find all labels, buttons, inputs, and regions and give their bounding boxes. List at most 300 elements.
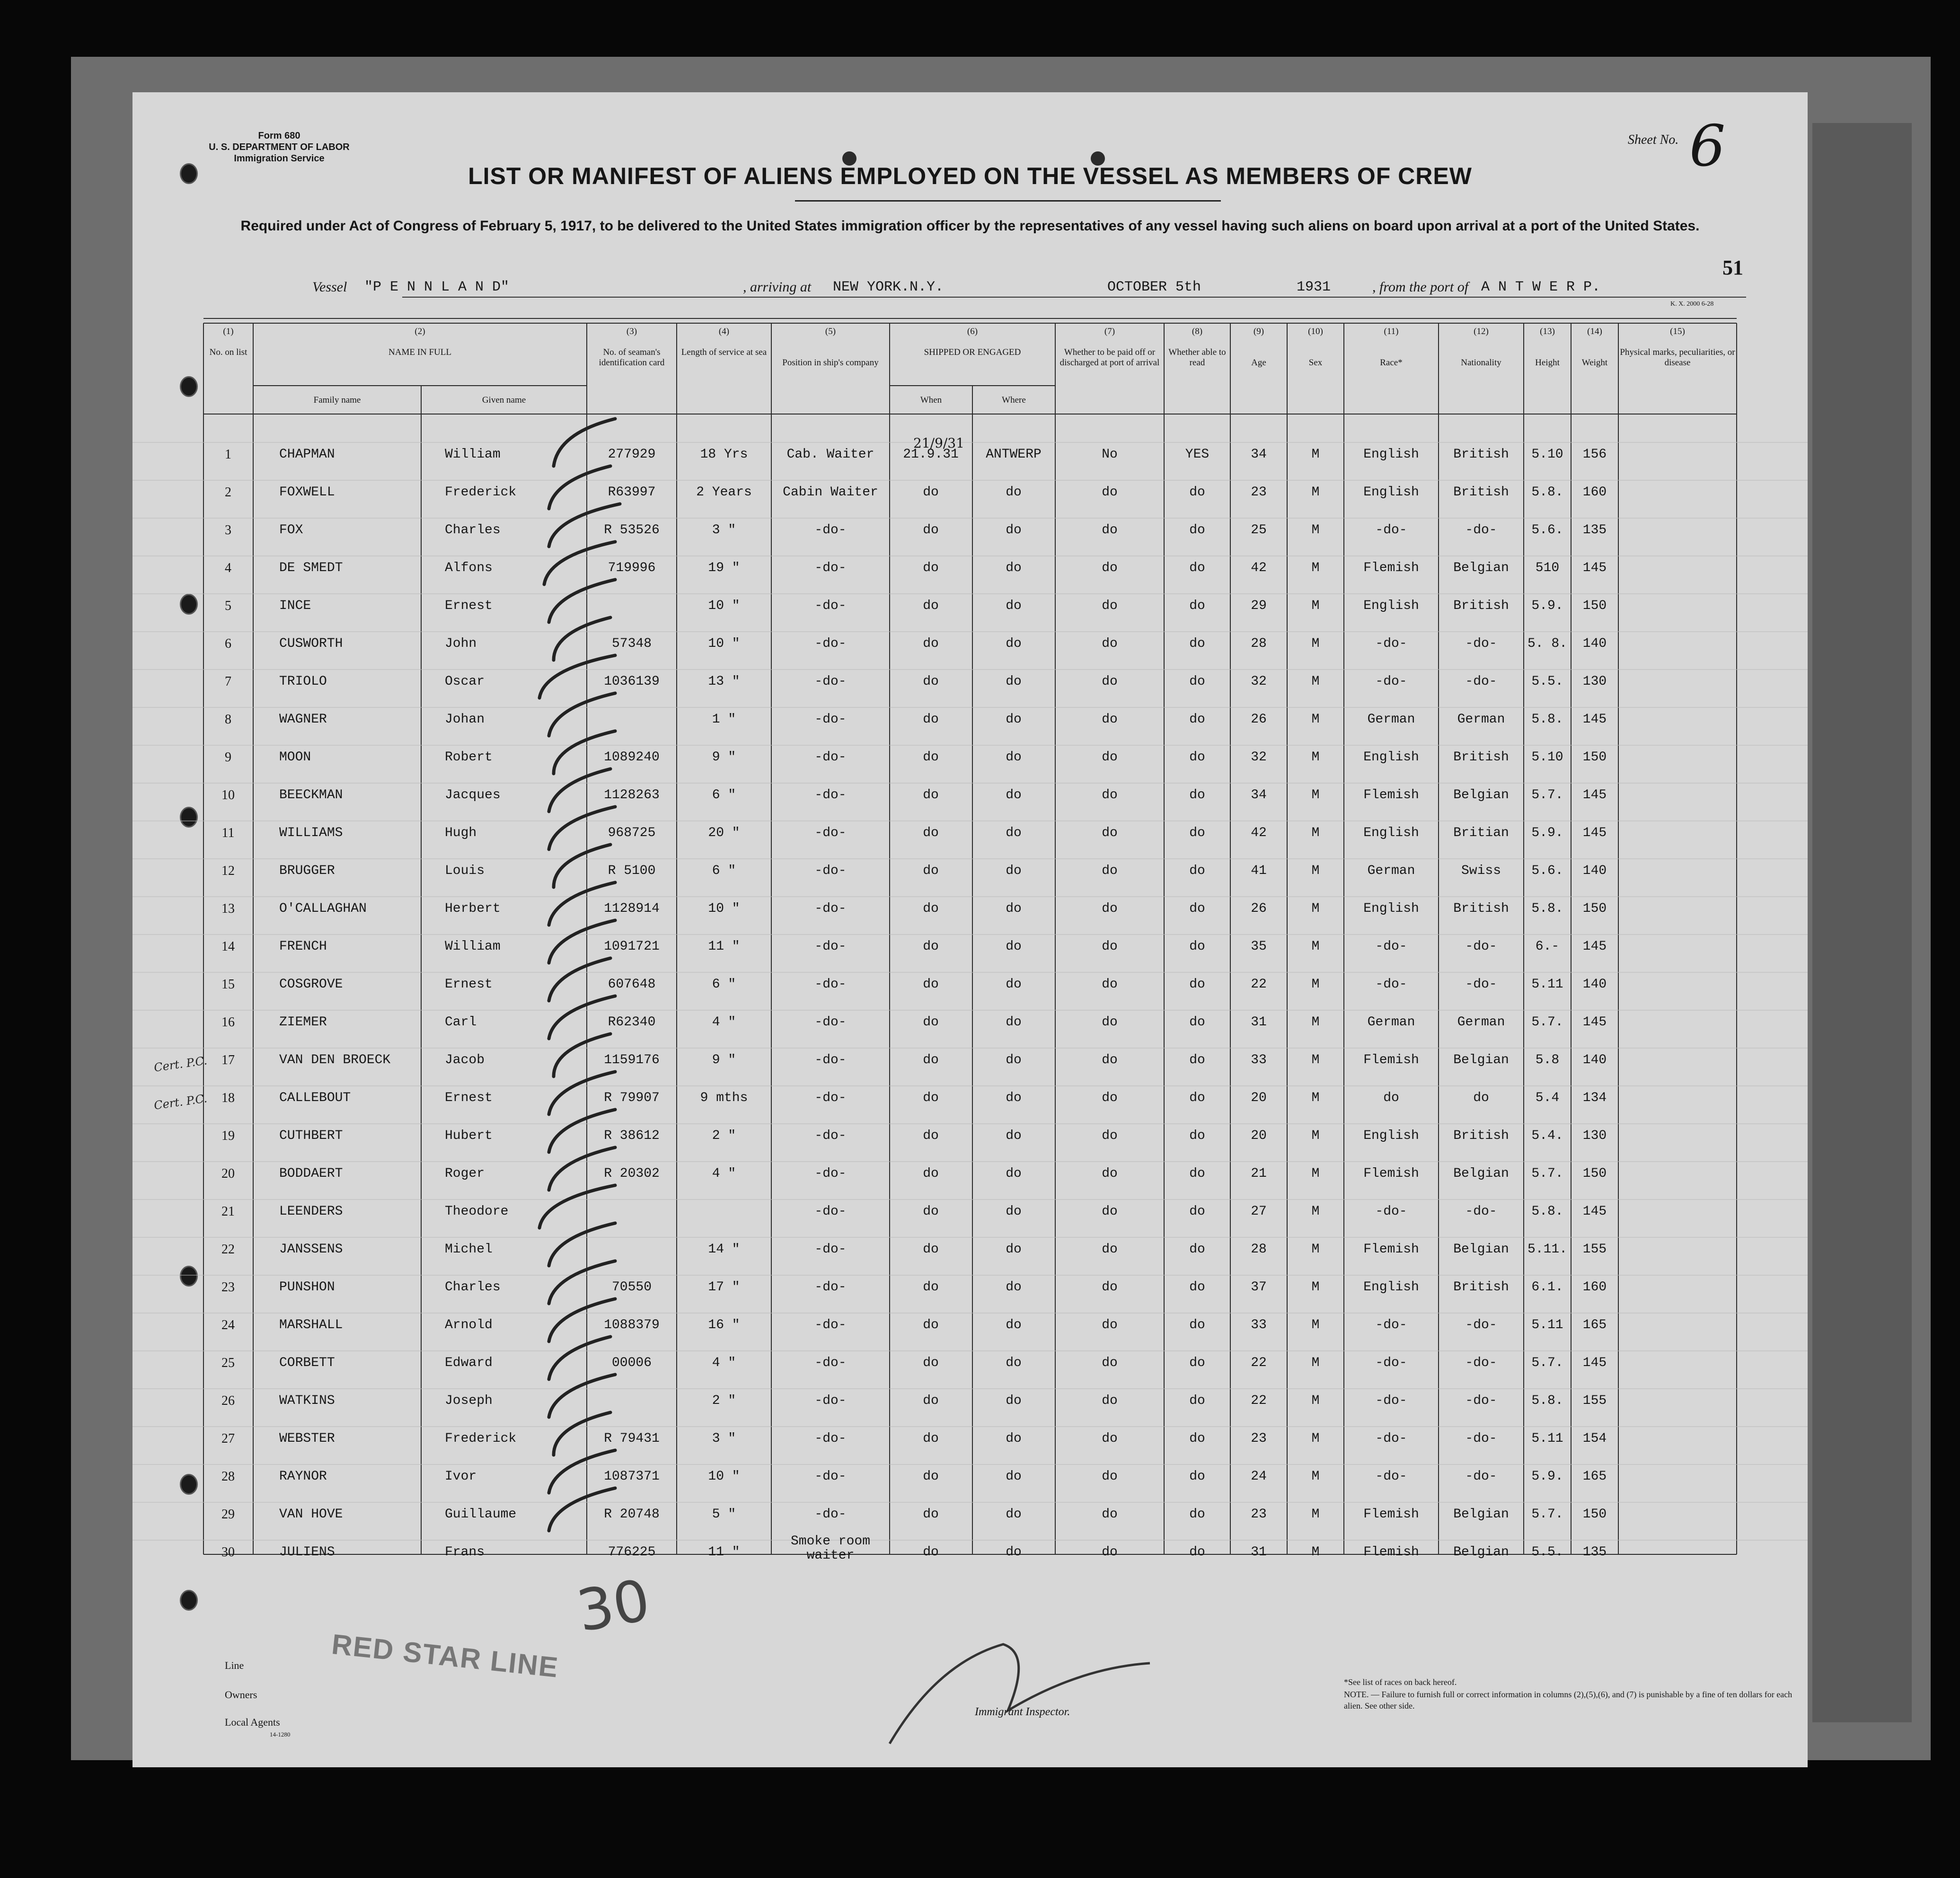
height: 5.9. — [1531, 599, 1563, 613]
paid-off: do — [1102, 1469, 1118, 1484]
race: English — [1363, 447, 1419, 462]
sex: M — [1311, 901, 1320, 916]
weight: 150 — [1582, 1507, 1607, 1522]
ship-position: -do- — [814, 1393, 847, 1408]
family-name: CHAPMAN — [279, 447, 335, 462]
race: -do- — [1375, 977, 1407, 992]
given-name: Louis — [445, 864, 485, 878]
age: 34 — [1251, 447, 1267, 462]
ship-position: -do- — [814, 1129, 847, 1143]
sex: M — [1311, 1318, 1320, 1332]
shipped-when: do — [923, 788, 939, 802]
service-length: 10 " — [708, 636, 740, 651]
weight: 145 — [1582, 939, 1607, 954]
paid-off: do — [1102, 1242, 1118, 1257]
height: 5.11 — [1531, 1431, 1563, 1446]
row-number: 21 — [221, 1204, 235, 1219]
paid-off: do — [1102, 1507, 1118, 1522]
given-name: Ernest — [445, 1091, 493, 1105]
family-name: CORBETT — [279, 1356, 335, 1370]
able-to-read: do — [1189, 826, 1205, 840]
title-underline — [795, 200, 1221, 202]
nationality: Belgian — [1453, 561, 1509, 575]
given-name: Carl — [445, 1015, 477, 1030]
paid-off: do — [1102, 901, 1118, 916]
shipped-when: do — [923, 636, 939, 651]
shipped-where: do — [1006, 750, 1022, 765]
sex: M — [1311, 1242, 1320, 1257]
seaman-card-number: 1091721 — [604, 939, 660, 954]
shipped-where: do — [1006, 1166, 1022, 1181]
family-name: MARSHALL — [279, 1318, 343, 1332]
able-to-read: do — [1189, 599, 1205, 613]
race: -do- — [1375, 1431, 1407, 1446]
stacked-pages-edge — [1812, 123, 1912, 1722]
height: 510 — [1535, 561, 1560, 575]
nationality: British — [1453, 599, 1509, 613]
seaman-card-number: 1089240 — [604, 750, 660, 765]
weight: 145 — [1582, 1015, 1607, 1030]
height: 5.8. — [1531, 1204, 1563, 1219]
service-length: 10 " — [708, 901, 740, 916]
given-name: Ernest — [445, 599, 493, 613]
row-number: 29 — [221, 1507, 235, 1522]
given-name: John — [445, 636, 477, 651]
service-length: 9 " — [712, 750, 736, 765]
ship-position: -do- — [814, 939, 847, 954]
weight: 154 — [1582, 1431, 1607, 1446]
shipped-where: do — [1006, 1356, 1022, 1370]
paid-off: do — [1102, 864, 1118, 878]
able-to-read: do — [1189, 712, 1205, 727]
seaman-card-number: 607648 — [608, 977, 656, 992]
shipped-when: do — [923, 1053, 939, 1067]
sex: M — [1311, 1469, 1320, 1484]
age: 21 — [1251, 1166, 1267, 1181]
given-name: Frederick — [445, 485, 517, 500]
form-header-block — [208, 130, 350, 164]
ship-position: -do- — [814, 1280, 847, 1295]
row-number: 9 — [225, 750, 231, 765]
shipped-when: do — [923, 1318, 939, 1332]
binder-hole — [180, 1474, 198, 1495]
nationality: -do- — [1465, 977, 1497, 992]
weight: 134 — [1582, 1091, 1607, 1105]
height: 5.5. — [1531, 1545, 1563, 1560]
row-number: 22 — [221, 1242, 235, 1257]
service-length: 1 " — [712, 712, 736, 727]
weight: 150 — [1582, 750, 1607, 765]
shipped-when: do — [923, 1015, 939, 1030]
shipped-when: do — [923, 1166, 939, 1181]
family-name: O'CALLAGHAN — [279, 901, 367, 916]
age: 22 — [1251, 977, 1267, 992]
ship-position: -do- — [814, 1204, 847, 1219]
binder-hole — [180, 1590, 198, 1611]
row-number: 17 — [221, 1053, 235, 1067]
age: 26 — [1251, 901, 1267, 916]
shipped-when: do — [923, 1129, 939, 1143]
shipped-where: do — [1006, 1242, 1022, 1257]
sex: M — [1311, 939, 1320, 954]
paid-off: do — [1102, 1015, 1118, 1030]
race: English — [1363, 1129, 1419, 1143]
nationality: -do- — [1465, 939, 1497, 954]
seaman-card-number: 1087371 — [604, 1469, 660, 1484]
row-number: 19 — [221, 1129, 235, 1143]
given-name: Jacob — [445, 1053, 485, 1067]
race: -do- — [1375, 1356, 1407, 1370]
shipped-where: do — [1006, 788, 1022, 802]
shipped-where: do — [1006, 712, 1022, 727]
seaman-card-number: 1088379 — [604, 1318, 660, 1332]
row-number: 8 — [225, 712, 231, 727]
arrival-port: NEW YORK.N.Y. — [833, 279, 944, 295]
seaman-card-number: R63997 — [608, 485, 656, 500]
row-number: 15 — [221, 977, 235, 992]
nationality: Swiss — [1461, 864, 1501, 878]
nationality: Belgian — [1453, 1053, 1509, 1067]
sex: M — [1311, 1545, 1320, 1560]
handwritten-count: 30 — [572, 1567, 655, 1645]
service-length: 2 Years — [696, 485, 752, 500]
weight: 145 — [1582, 1204, 1607, 1219]
given-name: Michel — [445, 1242, 493, 1257]
given-name: Charles — [445, 1280, 501, 1295]
nationality: -do- — [1465, 636, 1497, 651]
row-number: 24 — [221, 1318, 235, 1332]
ship-position: -do- — [814, 1318, 847, 1332]
col-10-header: (10) Sex — [1308, 326, 1323, 368]
ship-position: -do- — [814, 599, 847, 613]
sex: M — [1311, 1166, 1320, 1181]
paid-off: do — [1102, 1166, 1118, 1181]
age: 27 — [1251, 1204, 1267, 1219]
sex: M — [1311, 1129, 1320, 1143]
manifest-page — [132, 92, 1808, 1767]
able-to-read: do — [1189, 1129, 1205, 1143]
service-length: 6 " — [712, 977, 736, 992]
race: English — [1363, 599, 1419, 613]
race: -do- — [1375, 523, 1407, 538]
given-name: Ivor — [445, 1469, 477, 1484]
service-length: 3 " — [712, 1431, 736, 1446]
shipped-when: do — [923, 1091, 939, 1105]
seaman-card-number: 1128263 — [604, 788, 660, 802]
age: 31 — [1251, 1015, 1267, 1030]
paid-off: do — [1102, 523, 1118, 538]
ship-position: -do- — [814, 1091, 847, 1105]
height: 5.9. — [1531, 1469, 1563, 1484]
able-to-read: do — [1189, 977, 1205, 992]
ship-position: -do- — [814, 674, 847, 689]
weight: 156 — [1582, 447, 1607, 462]
paid-off: do — [1102, 1053, 1118, 1067]
service-length: 11 " — [708, 1545, 740, 1560]
weight: 145 — [1582, 561, 1607, 575]
nationality: -do- — [1465, 1318, 1497, 1332]
nationality: British — [1453, 750, 1509, 765]
family-name: COSGROVE — [279, 977, 343, 992]
shipped-where: ANTWERP — [986, 447, 1042, 462]
row-number: 26 — [221, 1393, 235, 1408]
service-length: 16 " — [708, 1318, 740, 1332]
nationality: British — [1453, 1280, 1509, 1295]
able-to-read: do — [1189, 636, 1205, 651]
weight: 160 — [1582, 1280, 1607, 1295]
height: 5.11 — [1531, 977, 1563, 992]
given-name: Theodore — [445, 1204, 509, 1219]
department: U. S. DEPARTMENT OF LABOR — [209, 142, 350, 152]
able-to-read: do — [1189, 1091, 1205, 1105]
paid-off: do — [1102, 1356, 1118, 1370]
able-to-read: do — [1189, 939, 1205, 954]
row-number: 13 — [221, 901, 235, 916]
able-to-read: do — [1189, 901, 1205, 916]
ship-position: -do- — [814, 1242, 847, 1257]
height: 5.5. — [1531, 674, 1563, 689]
shipped-when: do — [923, 864, 939, 878]
paid-off: do — [1102, 788, 1118, 802]
col-6a-header: When — [920, 395, 942, 405]
weight: 155 — [1582, 1242, 1607, 1257]
col-5-header: (5) Position in ship's company — [782, 326, 879, 368]
shipped-where: do — [1006, 1053, 1022, 1067]
paid-off: do — [1102, 977, 1118, 992]
form-number: Form 680 — [258, 131, 300, 141]
nationality: -do- — [1465, 1469, 1497, 1484]
shipped-where: do — [1006, 674, 1022, 689]
given-name: Frederick — [445, 1431, 517, 1446]
nationality: -do- — [1465, 523, 1497, 538]
age: 41 — [1251, 864, 1267, 878]
shipped-where: do — [1006, 561, 1022, 575]
sex: M — [1311, 485, 1320, 500]
age: 34 — [1251, 788, 1267, 802]
inspector-signature — [890, 1644, 1150, 1744]
sex: M — [1311, 523, 1320, 538]
race: -do- — [1375, 636, 1407, 651]
ship-position: -do- — [814, 1015, 847, 1030]
binder-hole — [180, 1266, 198, 1287]
family-name: WATKINS — [279, 1393, 335, 1408]
able-to-read: do — [1189, 1393, 1205, 1408]
able-to-read: do — [1189, 1469, 1205, 1484]
ship-position: -do- — [814, 1166, 847, 1181]
age: 32 — [1251, 750, 1267, 765]
form-subtitle: Required under Act of Congress of February 5, 1917, to be delivered to the United States immigration officer by the representatives of any vessel having such aliens on board upon arrival at a port of the United States. — [240, 218, 1700, 234]
age: 22 — [1251, 1393, 1267, 1408]
col-15-header: (15) Physical marks, peculiarities, or disease — [1620, 326, 1735, 368]
family-name: CALLEBOUT — [279, 1091, 351, 1105]
weight: 130 — [1582, 1129, 1607, 1143]
weight: 140 — [1582, 1053, 1607, 1067]
sex: M — [1311, 447, 1320, 462]
nationality: -do- — [1465, 1356, 1497, 1370]
height: 5.8 — [1535, 1053, 1560, 1067]
height: 5.10 — [1531, 750, 1563, 765]
able-to-read: do — [1189, 1242, 1205, 1257]
nationality: British — [1453, 485, 1509, 500]
inspector-check-marks — [539, 419, 620, 1531]
race: do — [1383, 1091, 1399, 1105]
able-to-read: do — [1189, 1015, 1205, 1030]
weight: 165 — [1582, 1469, 1607, 1484]
given-name: Alfons — [445, 561, 493, 575]
sex: M — [1311, 1053, 1320, 1067]
paid-off: do — [1102, 1393, 1118, 1408]
paid-off: do — [1102, 826, 1118, 840]
shipped-where: do — [1006, 1469, 1022, 1484]
shipped-where: do — [1006, 599, 1022, 613]
ship-position: -do- — [814, 864, 847, 878]
shipped-when: do — [923, 674, 939, 689]
family-name: BEECKMAN — [279, 788, 343, 802]
nationality: German — [1457, 1015, 1505, 1030]
age: 42 — [1251, 826, 1267, 840]
margin-note: Cert. P.C. — [153, 1054, 208, 1075]
height: 6.1. — [1531, 1280, 1563, 1295]
nationality: Belgian — [1453, 1166, 1509, 1181]
age: 24 — [1251, 1469, 1267, 1484]
shipped-where: do — [1006, 636, 1022, 651]
nationality: Belgian — [1453, 1507, 1509, 1522]
shipped-where: do — [1006, 1431, 1022, 1446]
race: English — [1363, 826, 1419, 840]
able-to-read: do — [1189, 561, 1205, 575]
race: -do- — [1375, 1204, 1407, 1219]
inspector-label: Immigrant Inspector. — [975, 1706, 1070, 1718]
binder-hole — [180, 807, 198, 828]
paid-off: do — [1102, 1318, 1118, 1332]
shipped-when: do — [923, 977, 939, 992]
age: 28 — [1251, 1242, 1267, 1257]
service-length: 9 " — [712, 1053, 736, 1067]
ship-position: -do- — [814, 1507, 847, 1522]
family-name: JANSSENS — [279, 1242, 343, 1257]
ship-position: -do- — [814, 788, 847, 802]
given-name: Arnold — [445, 1318, 493, 1332]
col-9-header: (9) Age — [1251, 326, 1266, 368]
able-to-read: do — [1189, 750, 1205, 765]
ship-position: Cab. Waiter — [786, 447, 874, 462]
ship-position: Cabin Waiter — [783, 485, 878, 500]
seaman-card-number: R 79907 — [604, 1091, 660, 1105]
ship-position: Smoke room waiter — [790, 1534, 871, 1563]
weight: 145 — [1582, 788, 1607, 802]
race: Flemish — [1363, 1053, 1419, 1067]
family-name: RAYNOR — [279, 1469, 327, 1484]
row-number: 3 — [225, 523, 231, 538]
footer-agents-label: Local Agents — [225, 1716, 280, 1728]
race: German — [1367, 712, 1415, 727]
shipped-when: do — [923, 939, 939, 954]
race: -do- — [1375, 674, 1407, 689]
height: 5.6. — [1531, 523, 1563, 538]
sex: M — [1311, 1091, 1320, 1105]
seaman-card-number: 776225 — [608, 1545, 656, 1560]
shipped-where: do — [1006, 826, 1022, 840]
family-name: CUSWORTH — [279, 636, 343, 651]
ship-position: -do- — [814, 561, 847, 575]
margin-note: Cert. P.C. — [153, 1092, 208, 1112]
col-4-header: (4) Length of service at sea — [681, 326, 767, 357]
seaman-card-number: R 5100 — [608, 864, 656, 878]
service-length: 9 mths — [700, 1091, 748, 1105]
footer-line-label: Line — [225, 1659, 244, 1671]
height: 5.11 — [1531, 1318, 1563, 1332]
age: 35 — [1251, 939, 1267, 954]
service-length: 19 " — [708, 561, 740, 575]
given-name: Oscar — [445, 674, 485, 689]
seaman-card-number: 1128914 — [604, 901, 660, 916]
family-name: INCE — [279, 599, 311, 613]
height: 5.7. — [1531, 1015, 1563, 1030]
shipped-when: do — [923, 1545, 939, 1560]
seaman-card-number: R 53526 — [604, 523, 660, 538]
seaman-card-number: 277929 — [608, 447, 656, 462]
family-name: PUNSHON — [279, 1280, 335, 1295]
race: Flemish — [1363, 788, 1419, 802]
service-length: 4 " — [712, 1015, 736, 1030]
height: 5.7. — [1531, 788, 1563, 802]
able-to-read: do — [1189, 1204, 1205, 1219]
given-name: Hugh — [445, 826, 477, 840]
sex: M — [1311, 977, 1320, 992]
row-number: 7 — [225, 674, 231, 689]
shipped-where: do — [1006, 1507, 1022, 1522]
paid-off: do — [1102, 1091, 1118, 1105]
given-name: Jacques — [445, 788, 501, 802]
height: 5.4. — [1531, 1129, 1563, 1143]
nationality: British — [1453, 901, 1509, 916]
age: 23 — [1251, 1507, 1267, 1522]
row-number: 11 — [221, 826, 235, 840]
able-to-read: do — [1189, 523, 1205, 538]
col-7-header: (7) Whether to be paid off or discharged at port of arrival — [1059, 326, 1160, 368]
height: 6.- — [1535, 939, 1560, 954]
shipped-when: do — [923, 750, 939, 765]
row-number: 2 — [225, 485, 231, 500]
vessel-label: Vessel — [312, 279, 347, 295]
age: 22 — [1251, 1356, 1267, 1370]
shipped-when: do — [923, 561, 939, 575]
footer-owners-label: Owners — [225, 1689, 257, 1701]
paid-off: do — [1102, 1204, 1118, 1219]
age: 20 — [1251, 1091, 1267, 1105]
shipped-where: do — [1006, 901, 1022, 916]
shipped-when: do — [923, 712, 939, 727]
family-name: WILLIAMS — [279, 826, 343, 840]
service-length: 2 " — [712, 1129, 736, 1143]
seaman-card-number: R 79431 — [604, 1431, 660, 1446]
shipped-where: do — [1006, 1280, 1022, 1295]
shipped-when: do — [923, 1431, 939, 1446]
ship-position: -do- — [814, 901, 847, 916]
paid-off: do — [1102, 561, 1118, 575]
given-name: William — [445, 447, 501, 462]
age: 33 — [1251, 1318, 1267, 1332]
age: 29 — [1251, 599, 1267, 613]
family-name: ZIEMER — [279, 1015, 327, 1030]
row-number: 5 — [225, 599, 231, 613]
weight: 130 — [1582, 674, 1607, 689]
service-length: 17 " — [708, 1280, 740, 1295]
row1-when-handwritten: 21/9/31 — [913, 435, 964, 451]
row-number: 16 — [221, 1015, 235, 1030]
family-name: TRIOLO — [279, 674, 327, 689]
service-length: 14 " — [708, 1242, 740, 1257]
